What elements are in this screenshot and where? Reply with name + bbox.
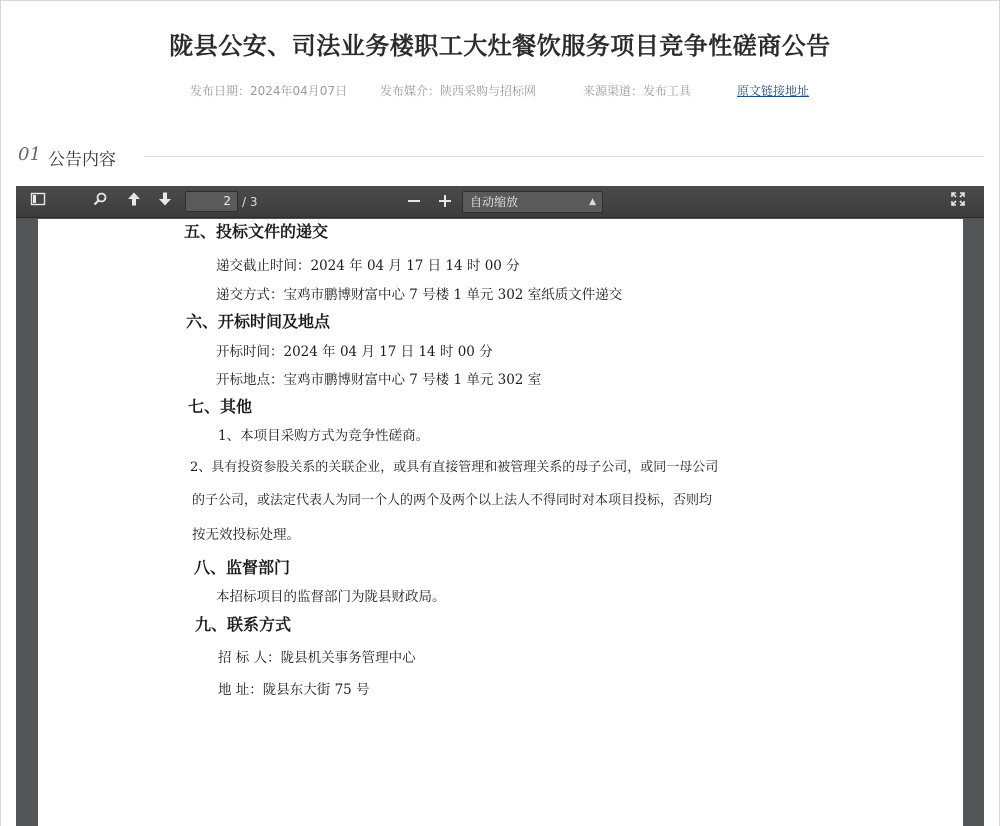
section-label: 公告内容 xyxy=(48,150,116,170)
page-title: 陇县公安、司法业务楼职工大灶餐饮服务项目竞争性磋商公告 xyxy=(169,32,831,60)
doc-line: 1、本项目采购方式为竞争性磋商。 xyxy=(218,428,430,444)
page-number-input[interactable]: 2 xyxy=(185,191,238,212)
minus-icon[interactable] xyxy=(404,191,424,213)
doc-line: 按无效投标处理。 xyxy=(192,527,300,543)
sidebar-toggle-icon[interactable] xyxy=(28,191,48,213)
pdf-page xyxy=(38,219,963,826)
doc-line: 递交方式：宝鸡市鹏博财富中心 7 号楼 1 单元 302 室纸质文件递交 xyxy=(216,287,623,303)
source-channel: 来源渠道：发布工具 xyxy=(583,84,692,98)
doc-line: 开标地点：宝鸡市鹏博财富中心 7 号楼 1 单元 302 室 xyxy=(216,372,542,388)
chevron-updown-icon: ▲ xyxy=(589,197,596,207)
arrow-up-icon[interactable] xyxy=(124,191,144,213)
doc-heading-6: 六、开标时间及地点 xyxy=(186,312,331,331)
pdf-toolbar xyxy=(16,186,984,218)
section-divider xyxy=(145,156,984,157)
doc-line: 2、具有投资参股关系的关联企业，或具有直接管理和被管理关系的母子公司，或同一母公司 xyxy=(190,460,719,475)
doc-line: 本招标项目的监督部门为陇县财政局。 xyxy=(216,589,446,605)
fullscreen-icon[interactable] xyxy=(948,191,968,213)
search-icon[interactable] xyxy=(90,191,110,213)
plus-icon[interactable] xyxy=(435,191,455,213)
doc-line: 开标时间：2024 年 04 月 17 日 14 时 00 分 xyxy=(216,344,493,360)
doc-heading-7: 七、其他 xyxy=(188,397,253,416)
publish-media: 发布媒介：陕西采购与招标网 xyxy=(380,84,537,98)
pdf-viewer xyxy=(16,186,984,826)
doc-heading-8: 八、监督部门 xyxy=(194,558,291,577)
doc-heading-9: 九、联系方式 xyxy=(195,615,292,634)
doc-line: 递交截止时间：2024 年 04 月 17 日 14 时 00 分 xyxy=(216,258,520,274)
doc-line: 的子公司，或法定代表人为同一个人的两个及两个以上法人不得同时对本项目投标，否则均 xyxy=(192,493,713,508)
original-link[interactable]: 原文链接地址 xyxy=(737,84,810,98)
page-total: / 3 xyxy=(242,195,258,209)
doc-heading-5: 五、投标文件的递交 xyxy=(184,222,329,241)
doc-line: 地 址：陇县东大街 75 号 xyxy=(218,682,370,698)
zoom-select[interactable] xyxy=(462,191,603,213)
arrow-down-icon[interactable] xyxy=(155,191,175,213)
section-number: 01 xyxy=(18,144,41,165)
section-header xyxy=(18,144,984,168)
publish-date: 发布日期：2024年04月07日 xyxy=(190,84,348,98)
zoom-label: 自动缩放 xyxy=(470,195,519,209)
doc-line: 招 标 人：陇县机关事务管理中心 xyxy=(218,650,416,666)
